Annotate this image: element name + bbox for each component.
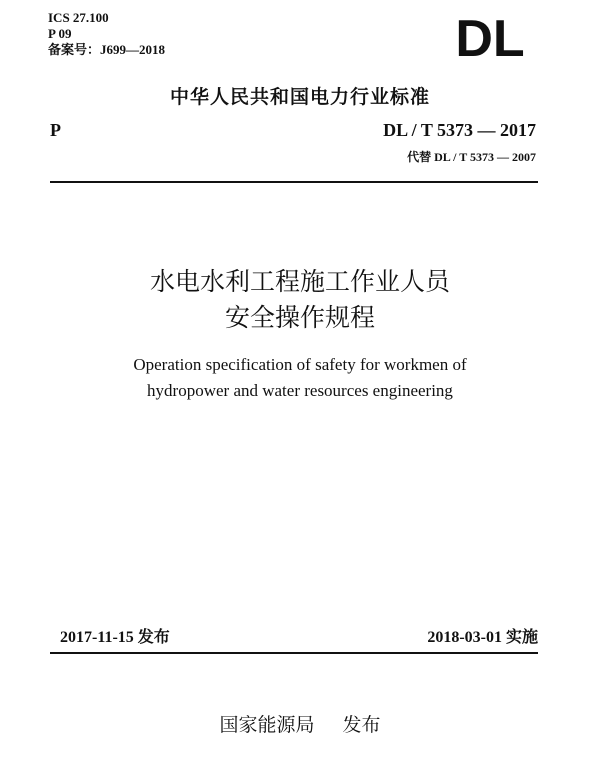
ics-code: ICS 27.100 bbox=[48, 10, 109, 25]
publisher-name: 国家能源局 bbox=[219, 714, 315, 736]
publisher bbox=[0, 710, 600, 737]
standard-category: P bbox=[50, 120, 61, 140]
ics-block bbox=[48, 10, 165, 58]
top-divider bbox=[50, 181, 538, 183]
title-cn-line1: 水电水利工程施工作业人员 bbox=[149, 267, 450, 296]
publisher-action: 发布 bbox=[342, 714, 381, 736]
dl-logo-text: DL bbox=[455, 12, 525, 60]
effective-date: 2018-03-01 实施 bbox=[427, 629, 538, 646]
bottom-divider bbox=[50, 652, 538, 654]
standard-title: 中华人民共和国电力行业标准 bbox=[169, 86, 430, 108]
classification-code: P 09 bbox=[48, 26, 72, 41]
title-en-line2: hydropower and water resources engineering bbox=[147, 381, 453, 400]
document-title-cn bbox=[0, 264, 600, 336]
document-title-en bbox=[0, 352, 600, 404]
issue-date: 2017-11-15 发布 bbox=[60, 629, 170, 646]
replaces-standard: 代替 DL / T 5373 — 2007 bbox=[407, 150, 536, 164]
standard-number: DL / T 5373 — 2017 bbox=[383, 120, 536, 140]
record-number: 备案号：J699—2018 bbox=[48, 42, 166, 57]
dl-logo bbox=[440, 12, 540, 60]
title-cn-line2: 安全操作规程 bbox=[224, 303, 375, 332]
title-en-line1: Operation specification of safety for workmen of bbox=[133, 355, 467, 374]
